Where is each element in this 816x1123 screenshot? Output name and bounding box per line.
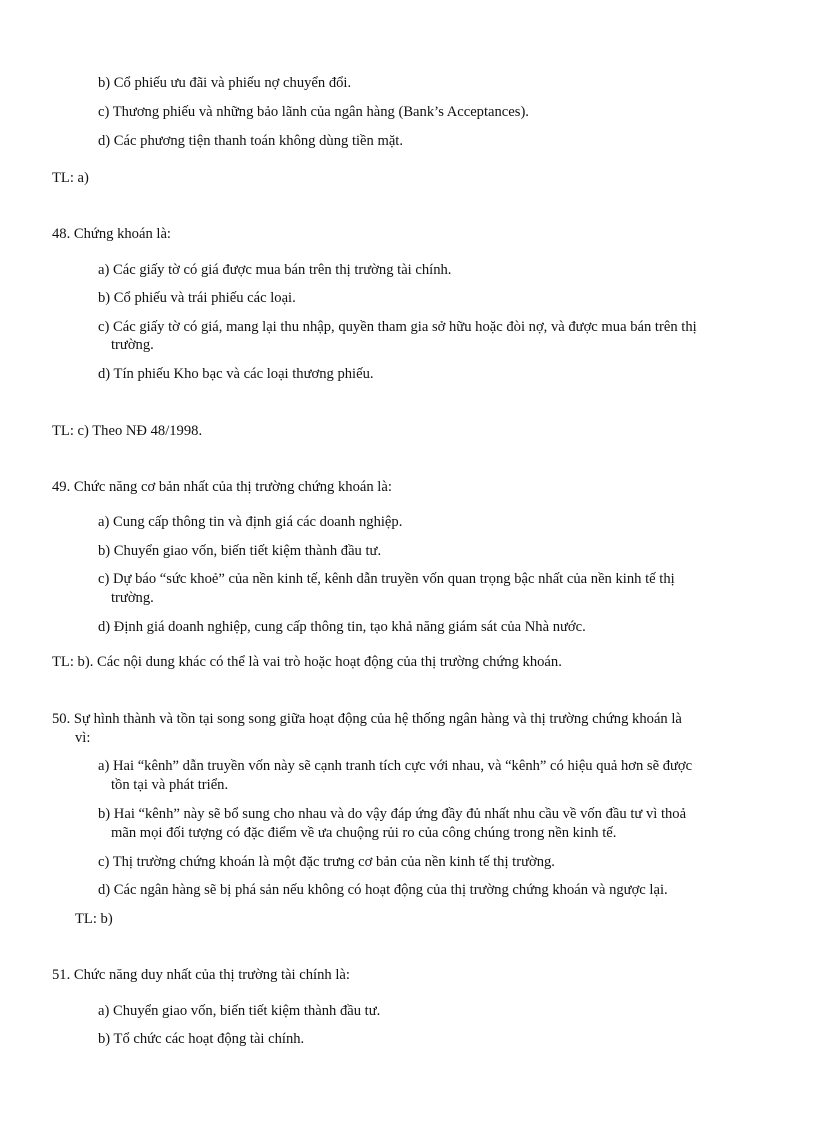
question-49: 49. Chức năng cơ bản nhất của thị trường chứng khoán là: (52, 479, 392, 495)
question-48: 48. Chứng khoán là: (52, 226, 171, 242)
option-c: c) Dự báo “sức khoẻ” của nền kinh tế, kênh dẫn truyền vốn quan trọng bậc nhất của nền kinh tế thị (98, 571, 675, 587)
question-50-continued: vì: (75, 730, 91, 746)
option-b: b) Tổ chức các hoạt động tài chính. (98, 1031, 305, 1047)
option-c-continued: trường. (111, 590, 154, 606)
option-a: a) Hai “kênh” dẫn truyền vốn này sẽ cạnh tranh tích cực với nhau, và “kênh” có hiệu quả hơn sẽ được (98, 758, 693, 774)
option-c-continued: trường. (111, 337, 154, 353)
option-a: a) Chuyển giao vốn, biến tiết kiệm thành đầu tư. (98, 1003, 381, 1019)
option-b: b) Hai “kênh” này sẽ bổ sung cho nhau và do vậy đáp ứng đầy đủ nhất nhu cầu về vốn đầu tư vì thoả (98, 806, 687, 822)
option-c: c) Thị trường chứng khoán là một đặc trưng cơ bản của nền kinh tế thị trường. (98, 854, 555, 870)
option-d: d) Định giá doanh nghiệp, cung cấp thông tin, tạo khả năng giám sát của Nhà nước. (98, 619, 586, 635)
answer: TL: b) (75, 911, 113, 927)
option-b: b) Cổ phiếu ưu đãi và phiếu nợ chuyển đổi. (98, 75, 352, 91)
option-a: a) Các giấy tờ có giá được mua bán trên thị trường tài chính. (98, 262, 452, 278)
answer: TL: b). Các nội dung khác có thể là vai trò hoặc hoạt động của thị trường chứng khoán. (52, 654, 562, 670)
answer: TL: a) (52, 170, 89, 186)
option-a-continued: tồn tại và phát triển. (111, 777, 229, 793)
option-a: a) Cung cấp thông tin và định giá các doanh nghiệp. (98, 514, 403, 530)
option-d: d) Các ngân hàng sẽ bị phá sản nếu không có hoạt động của thị trường chứng khoán và ngược lại. (98, 882, 668, 898)
option-b: b) Cổ phiếu và trái phiếu các loại. (98, 290, 296, 306)
option-c: c) Các giấy tờ có giá, mang lại thu nhập, quyền tham gia sở hữu hoặc đòi nợ, và được mua bán trên thị (98, 319, 697, 335)
question-51: 51. Chức năng duy nhất của thị trường tài chính là: (52, 967, 350, 983)
option-b-continued: mãn mọi đối tượng có đặc điểm về ưa chuộng rủi ro của công chúng trong nền kinh tế. (111, 825, 617, 841)
option-c: c) Thương phiếu và những bảo lãnh của ngân hàng (Bank’s Acceptances). (98, 104, 529, 120)
option-b: b) Chuyển giao vốn, biến tiết kiệm thành đầu tư. (98, 543, 382, 559)
answer: TL: c) Theo NĐ 48/1998. (52, 423, 203, 439)
question-50: 50. Sự hình thành và tồn tại song song giữa hoạt động của hệ thống ngân hàng và thị trường chứng khoán là (52, 711, 682, 727)
option-d: d) Các phương tiện thanh toán không dùng tiền mặt. (98, 133, 404, 149)
option-d: d) Tín phiếu Kho bạc và các loại thương phiếu. (98, 366, 374, 382)
